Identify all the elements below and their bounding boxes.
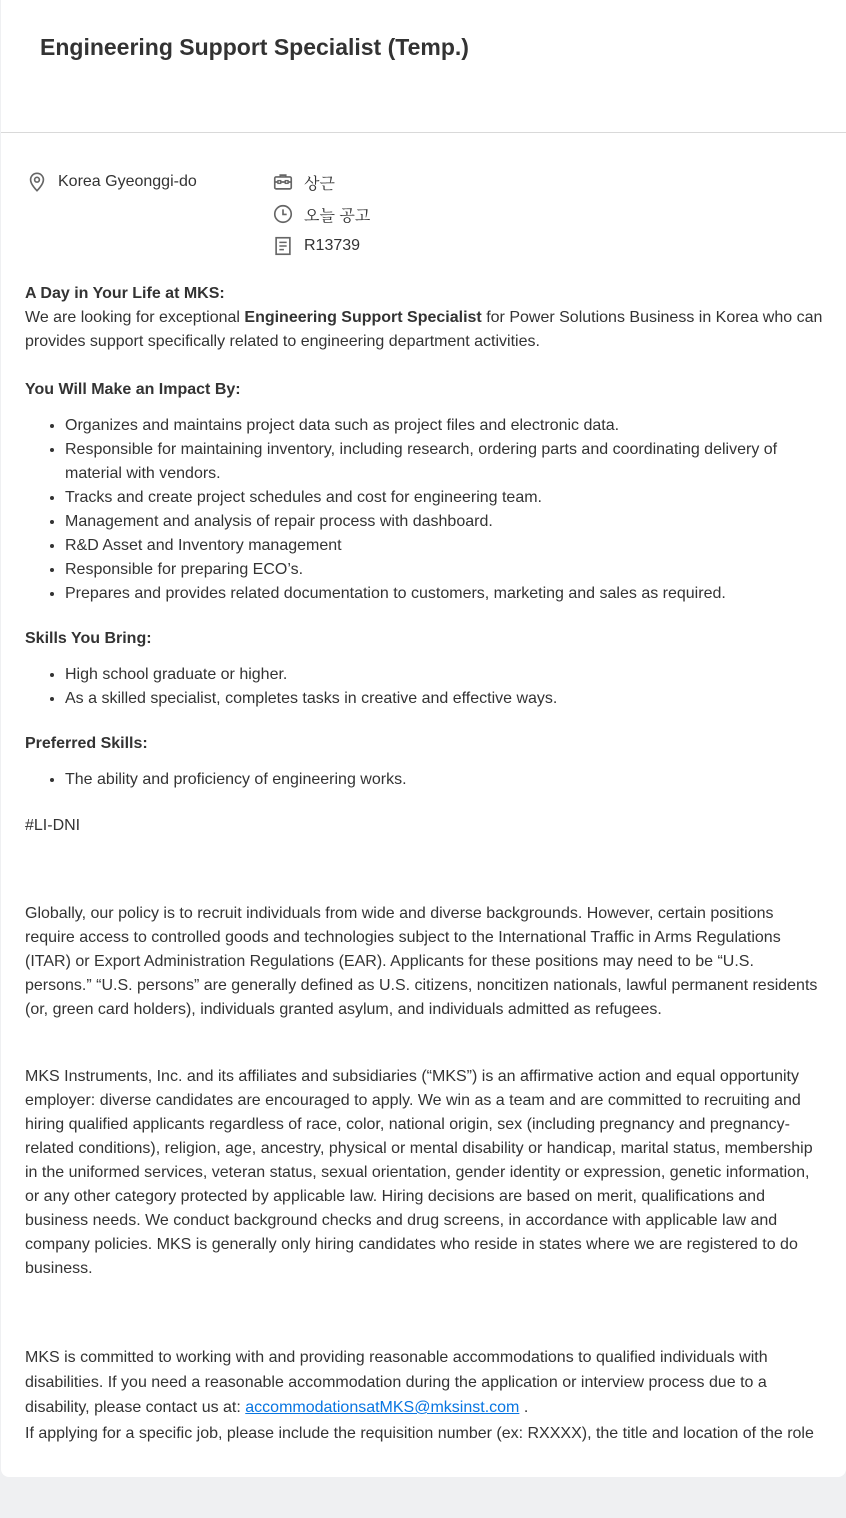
requisition-text: R13739	[304, 237, 361, 254]
list-item: • R&D Asset and Inventory management	[65, 534, 825, 558]
job-posting-card	[1, 0, 846, 1477]
job-title: Engineering Support Specialist (Temp.)	[40, 34, 469, 60]
day-text-end: for Power Solutions Business in Korea who can provides support specifically related to engineering department activities.	[25, 309, 823, 350]
preferred-list	[25, 768, 825, 792]
list-item: • Responsible for maintaining inventory, including research, ordering parts and coordinating delivery of material with vendors.	[65, 438, 825, 486]
meta-posted	[272, 198, 370, 230]
day-text-start: We are looking for exceptional	[25, 309, 245, 326]
meta-left	[26, 166, 197, 198]
accommodation-text: MKS is committed to working with and providing reasonable accommodations to qualified individuals with disabilities. If you need a reasonable accommodation during the application or interview process due to a disability, please contact us at:	[25, 1349, 768, 1416]
eeo-paragraph: MKS Instruments, Inc. and its affiliates and subsidiaries (“MKS”) is an affirmative action and equal opportunity employer: diverse candidates are encouraged to apply. We win as a team and are committed to recruiting and hiring qualified applicants regardless of race, color, national origin, sex (including pregnancy and pregnancy-related conditions), religion, age, ancestry, physical or mental disability or handicap, marital status, membership in the uniformed services, veteran status, sexual orientation, gender identity or expression, genetic information, or any other category protected by applicable law. Hiring decisions are based on merit, qualifications and business needs. We conduct background checks and drug screens, in accordance with applicable law and company policies. MKS is generally only hiring candidates who reside in states where we are registered to do business.	[25, 1068, 813, 1277]
accommodation-email-link[interactable]: accommodationsatMKS@mksinst.com	[245, 1399, 520, 1416]
list-item: • Organizes and maintains project data such as project files and electronic data.	[65, 414, 825, 438]
day-paragraph	[25, 306, 825, 354]
impact-list	[25, 414, 825, 606]
list-item: • The ability and proficiency of engineering works.	[65, 768, 825, 792]
section-heading-day: A Day in Your Life at MKS:	[25, 285, 225, 302]
briefcase-icon	[272, 171, 294, 193]
section-heading-skills: Skills You Bring:	[25, 630, 152, 647]
policy-paragraph: Globally, our policy is to recruit individuals from wide and diverse backgrounds. However, certain positions require access to controlled goods and technologies subject to the International Traffic in Arms Regulations (ITAR) or Export Administration Regulations (EAR). Applicants for these positions may need to be “U.S. persons.” “U.S. persons” are generally defined as U.S. citizens, noncitizen nationals, lawful permanent residents (or, green card holders), individuals granted asylum, and individuals admitted as refugees.	[25, 905, 818, 1018]
list-item: • Responsible for preparing ECO’s.	[65, 558, 825, 582]
job-description	[25, 282, 825, 1446]
section-heading-impact: You Will Make an Impact By:	[25, 381, 241, 398]
accommodation-paragraph	[25, 1345, 825, 1420]
meta-employment-type	[272, 166, 370, 198]
document-icon	[272, 235, 294, 257]
list-item: • As a skilled specialist, completes tasks in creative and effective ways.	[65, 687, 825, 711]
skills-list	[25, 663, 825, 711]
meta-right	[272, 166, 370, 262]
hashtag: #LI-DNI	[25, 817, 81, 834]
clock-icon	[272, 203, 294, 225]
employment-type-text: 상근	[304, 175, 335, 193]
section-heading-preferred: Preferred Skills:	[25, 735, 148, 752]
accommodation-period: .	[519, 1399, 529, 1416]
list-item: • Prepares and provides related documentation to customers, marketing and sales as required.	[65, 582, 825, 606]
posted-text: 오늘 공고	[304, 207, 371, 225]
day-text-bold: Engineering Support Specialist	[244, 309, 482, 326]
location-pin-icon	[26, 171, 48, 193]
list-item: • Tracks and create project schedules and cost for engineering team.	[65, 486, 825, 510]
job-header	[1, 0, 846, 133]
requisition-note: If applying for a specific job, please include the requisition number (ex: RXXXX), the title and location of the role	[25, 1425, 814, 1442]
meta-location	[26, 166, 197, 198]
list-item: • High school graduate or higher.	[65, 663, 825, 687]
location-text: Korea Gyeonggi-do	[58, 173, 197, 190]
meta-requisition	[272, 230, 370, 262]
list-item: • Management and analysis of repair process with dashboard.	[65, 510, 825, 534]
